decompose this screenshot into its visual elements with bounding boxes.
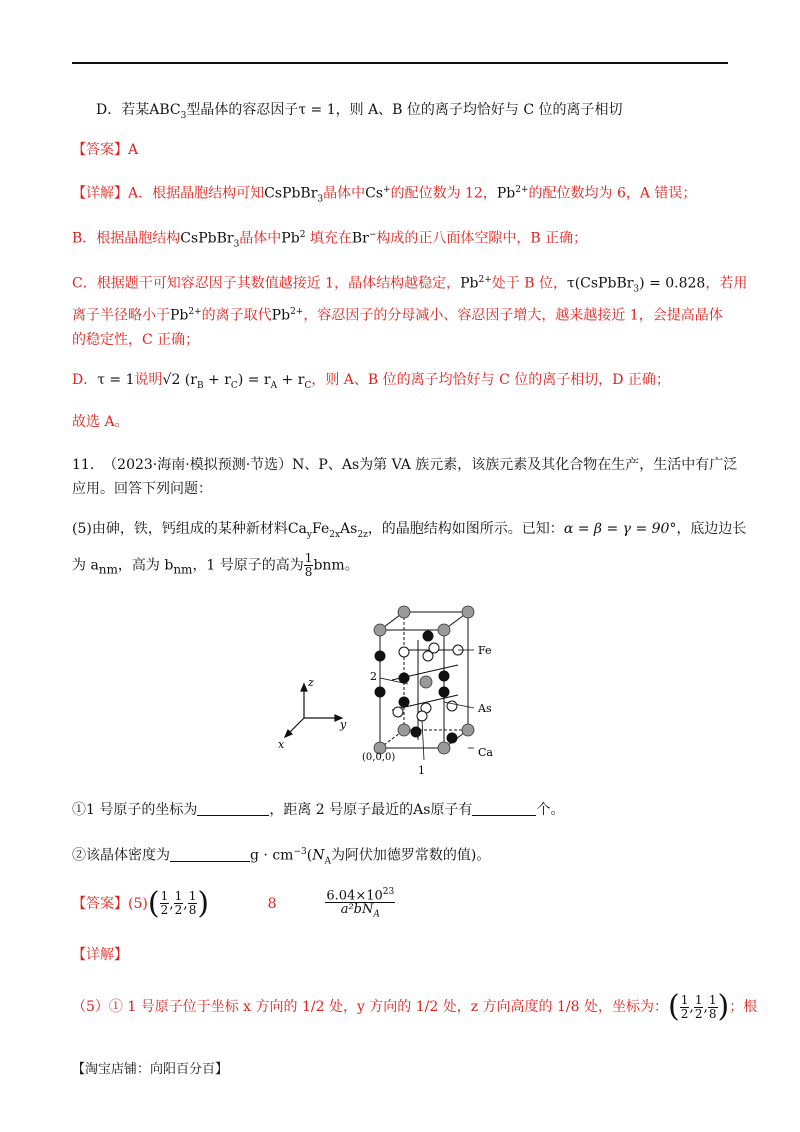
ca-label: Ca	[478, 746, 493, 759]
sub-question-2: ②该晶体密度为 $g \cdot cm^{-3}(N_A$为阿伏加德罗常数的值)。	[72, 847, 491, 867]
question-11-p5-line2: 为 $a_{nm}$，高为 $b_{nm}$，1 号原子的高为 $\frac{1}{8}$ bnm。	[72, 551, 359, 579]
answer-blank-density[interactable]	[170, 847, 250, 862]
answer-blank-coordinate[interactable]	[197, 801, 269, 816]
detail-2-tag: 【详解】	[72, 947, 128, 963]
header-rule	[72, 62, 728, 64]
crystal-cell-diagram	[268, 600, 538, 780]
axis-z-label: z	[308, 676, 314, 689]
as-atoms	[375, 631, 458, 744]
answer-2: 【答案】(5)( $\frac{1}{2}$ , $\frac{1}{2}$ , $\frac{1}{8}$ ) 8 $\frac{6.04\times 10^{23}}{a^2bN_A}$	[72, 885, 395, 921]
fe-label: Fe	[478, 644, 492, 657]
fraction-1-8: $\frac{1}{8}$	[304, 551, 313, 579]
option-d: D．若某$ABC_3$型晶体的容忍因子τ = 1，则 A、B 位的离子均恰好与 C 位的离子相切	[96, 102, 623, 121]
origin-label: (0,0,0)	[362, 752, 396, 763]
sub-question-1: ①1 号原子的坐标为 ，距离 2 号原子最近的As原子有 个。	[72, 802, 565, 818]
question-11-p5-line1: (5)由砷，铁，钙组成的某种新材料$Ca_yFe_{2x}As_{2z}$，的晶胞结构如图所示。已知：α = β = γ = 90°，底边边长	[72, 521, 747, 540]
detail-1-c-line3: 的稳定性，C 正确；	[72, 332, 200, 348]
detail-1-c-line2: 离子半径略小于$Pb^{2+}$的离子取代$Pb^{2+}$，容忍因子的分母减小、容忍因子增大，越来越接近 1，会提高晶体	[72, 307, 723, 324]
detail-2-line1: （5）① 1 号原子位于坐标 x 方向的 1/2 处，y 方向的 1/2 处，z 方向高度的 1/8 处，坐标为：( $\frac{1}{2}$ , $\frac{1}{2}$ , $\frac{1}{8}$ )；根	[72, 989, 758, 1024]
detail-1-c-line1: C．根据题干可知容忍因子其数值越接近 1，晶体结构越稳定，$Pb^{2+}$处于 B 位，τ(CsPbBr$_3$) = 0.828，若用	[72, 275, 748, 295]
density-answer: $\frac{6.04\times 10^{23}}{a^2bN_A}$	[326, 887, 395, 920]
atom-1-label: 1	[418, 764, 425, 777]
question-11-line2: 应用。回答下列问题：	[72, 481, 212, 497]
as-label: As	[478, 702, 492, 715]
answer-1: 【答案】A	[72, 142, 139, 158]
detail-1-a: 【详解】A．根据晶胞结构可知CsPbBr$_3$晶体中Cs+的配位数为 12，$Pb^{2+}$的配位数均为 6，A 错误；	[72, 185, 697, 205]
answer-blank-count[interactable]	[472, 801, 536, 816]
axes	[285, 684, 342, 737]
atom-2-label: 2	[370, 670, 377, 683]
axis-x-label: x	[278, 738, 285, 751]
footer-shop: 【淘宝店铺：向阳百分百】	[72, 1062, 229, 1077]
axis-y-label: y	[340, 718, 347, 731]
detail-1-conclusion: 故选 A。	[72, 414, 129, 430]
detail-1-b: B．根据晶胞结构CsPbBr$_3$晶体中Pb$^2$ 填充在Br−构成的正八面体空隙中，B 正确；	[72, 230, 588, 250]
detail-1-d: D．τ = 1说明√2 $(r_B + r_C) = r_A + r_C$，则 A、B 位的离子均恰好与 C 位的离子相切，D 正确；	[72, 372, 670, 391]
question-11-line1: 11. （2023·海南·模拟预测·节选）N、P、As为第 VA 族元素，该族元素及其化合物在生产，生活中有广泛	[72, 457, 738, 473]
